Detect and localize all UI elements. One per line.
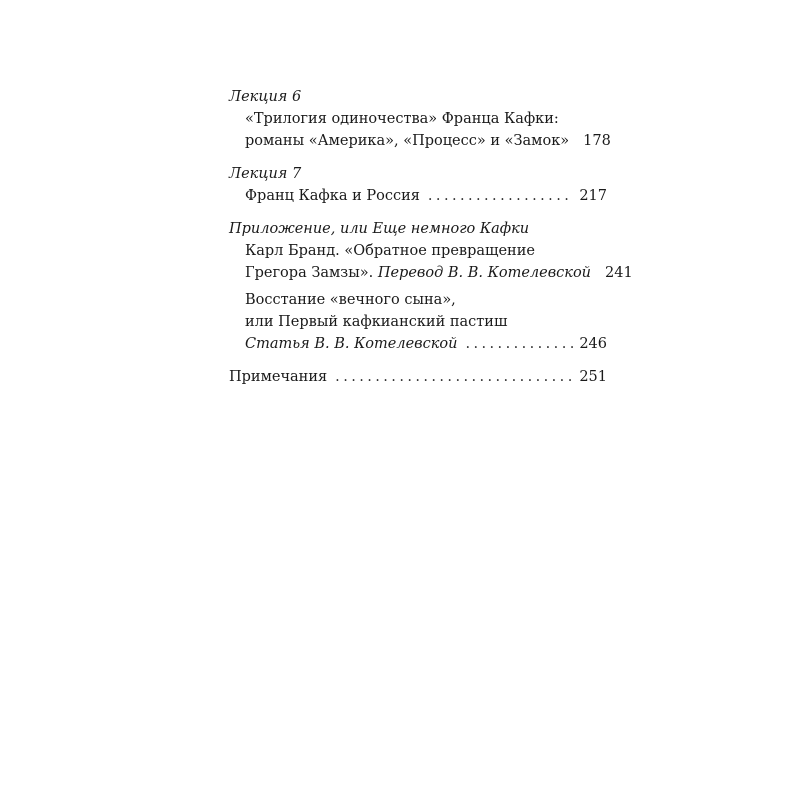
appendix-item-1-title-end: Грегора Замзы».	[245, 265, 374, 281]
dot-leader	[335, 366, 573, 388]
lecture-6-title-line-1: «Трилогия одиночества» Франца Кафки:	[245, 111, 559, 127]
notes-page-number: 251	[579, 369, 607, 385]
lecture-6-title-line-2: романы «Америка», «Процесс» и «Замок»	[245, 133, 570, 149]
appendix-item-1-entry	[245, 262, 633, 284]
appendix-item-1-line-1: Карл Бранд. «Обратное превращение	[245, 243, 535, 259]
lecture-7-title: Франц Кафка и Россия	[245, 188, 420, 204]
appendix-item-2-line-1: Восстание «вечного сына»,	[245, 292, 456, 308]
lecture-7-heading: Лекция 7	[229, 166, 302, 182]
appendix-item-2-entry	[245, 333, 607, 355]
appendix-item-2-author: Статья В. В. Котелевской	[245, 336, 458, 352]
appendix-item-1-line-2	[245, 262, 591, 284]
appendix-item-2-line-2: или Первый кафкианский пастиш	[245, 314, 508, 330]
lecture-6-page-number: 178	[583, 133, 611, 149]
lecture-7-page-number: 217	[579, 188, 607, 204]
lecture-6-entry	[245, 130, 611, 152]
dot-leader	[428, 185, 573, 207]
appendix-item-1-page-number: 241	[605, 265, 633, 281]
lecture-6-heading: Лекция 6	[229, 89, 302, 105]
lecture-7-entry	[245, 185, 607, 207]
dot-leader	[465, 333, 573, 355]
notes-label: Примечания	[229, 369, 328, 385]
appendix-item-1-translator: Перевод В. В. Котелевской	[377, 265, 592, 281]
notes-entry	[229, 366, 607, 388]
appendix-heading: Приложение, или Еще немного Кафки	[229, 221, 530, 237]
appendix-item-2-page-number: 246	[579, 336, 607, 352]
